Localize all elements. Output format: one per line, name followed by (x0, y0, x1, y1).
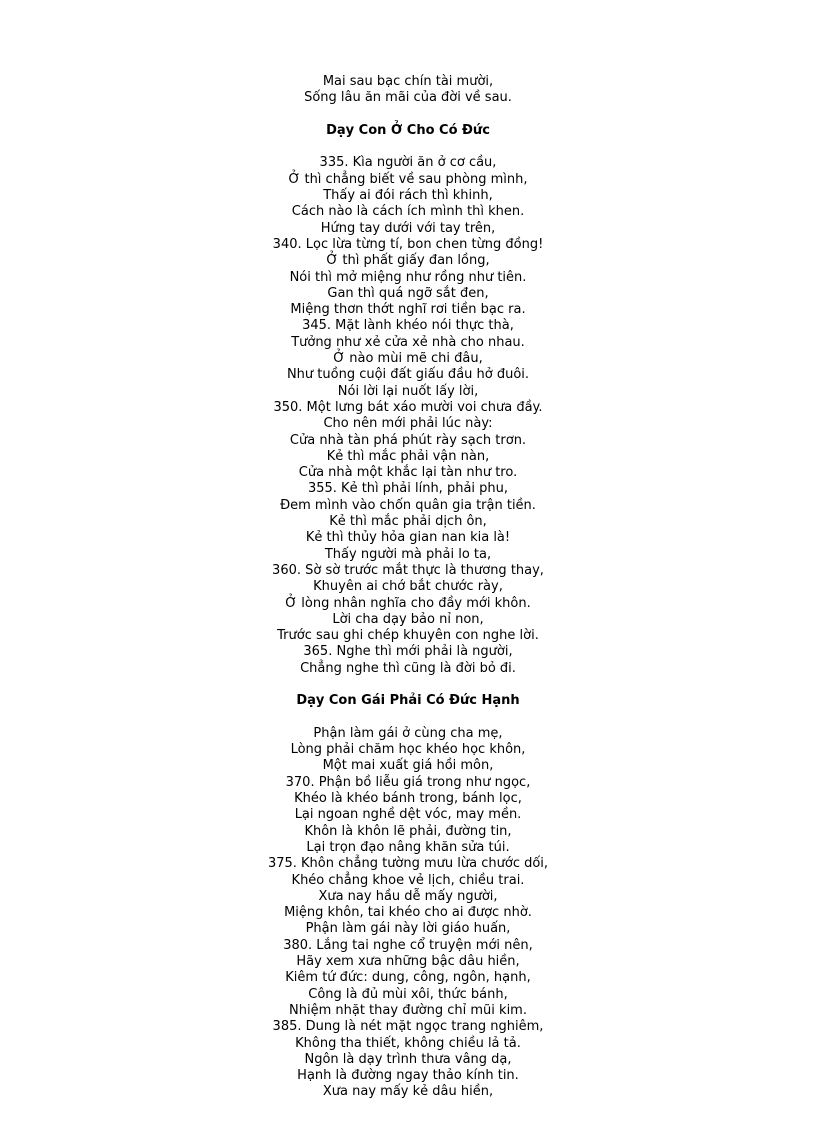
verse-line: 340. Lọc lừa từng tí, bon chen từng đồng! (272, 236, 544, 252)
verse-line: Sống lâu ăn mãi của đời về sau. (304, 90, 512, 106)
verse-line: Lại ngoan nghề dệt vóc, may mền. (294, 807, 522, 823)
verse-line: Cách nào là cách ích mình thì khen. (291, 204, 525, 220)
verse-line: Xưa nay hầu dễ mấy người, (318, 888, 498, 904)
verse-line: Tưởng như xẻ cửa xẻ nhà cho nhau. (291, 334, 525, 350)
verse-line: Ngôn là dạy trình thưa vâng dạ, (304, 1051, 512, 1067)
section-body (0, 726, 816, 1101)
verse-line: Kẻ thì mắc phải vận nàn, (326, 448, 490, 464)
spacer (0, 677, 816, 693)
spacer (0, 139, 816, 155)
verse-line: Miệng thơn thớt nghĩ rơi tiền bạc ra. (290, 302, 526, 318)
document-page (0, 74, 816, 1101)
verse-line: 385. Dung là nét mặt ngọc trang nghiêm, (272, 1019, 544, 1035)
verse-line: Ở lòng nhân nghĩa cho đầy mới khôn. (285, 595, 531, 611)
verse-line: 375. Khôn chẳng tường mưu lừa chước dối, (267, 856, 549, 872)
verse-line: Lại trọn đạo nâng khăn sửa túi. (306, 839, 510, 855)
verse-line: Không tha thiết, không chiều lả tả. (295, 1035, 521, 1051)
verse-line: Chẳng nghe thì cũng là đời bỏ đi. (300, 660, 516, 676)
verse-line: Nhiệm nhặt thay đường chỉ mũi kim. (289, 1002, 527, 1018)
verse-line: Khéo chẳng khoe vẻ lịch, chiều trai. (291, 872, 525, 888)
verse-line: 360. Sờ sờ trước mắt thực là thương thay, (272, 562, 544, 578)
verse-line: Ở thì chẳng biết về sau phòng mình, (288, 171, 528, 187)
verse-line: Lòng phải chăm học khéo học khôn, (290, 742, 526, 758)
verse-line: Hứng tay dưới với tay trên, (320, 220, 496, 236)
section-heading: Dạy Con Gái Phải Có Đức Hạnh (296, 693, 520, 709)
verse-line: Như tuồng cuội đất giấu đầu hở đuôi. (286, 367, 530, 383)
verse-line: Miệng khôn, tai khéo cho ai được nhờ. (284, 905, 532, 921)
spacer (0, 710, 816, 726)
verse-line: Hãy xem xưa những bậc dâu hiền, (296, 954, 520, 970)
verse-line: Xưa nay mấy kẻ dâu hiền, (322, 1084, 494, 1100)
verse-line: 350. Một lưng bát xáo mười voi chưa đầy. (273, 399, 543, 415)
verse-line: Kẻ thì mắc phải dịch ôn, (329, 514, 487, 530)
verse-line: Trước sau ghi chép khuyên con nghe lời. (277, 628, 539, 644)
verse-line: Đem mình vào chốn quân gia trận tiền. (280, 497, 536, 513)
section-body (0, 155, 816, 677)
verse-line: Hạnh là đường ngay thảo kính tin. (297, 1068, 519, 1084)
opening-stanza (0, 74, 816, 107)
verse-line: Thấy ai đói rách thì khinh, (323, 188, 493, 204)
verse-line: Lời cha dạy bảo nỉ non, (332, 611, 484, 627)
verse-line: Công là đủ mùi xôi, thức bánh, (308, 986, 508, 1002)
verse-line: Cửa nhà tàn phá phút rày sạch trơn. (289, 432, 527, 448)
verse-line: 380. Lắng tai nghe cổ truyện mới nên, (283, 937, 533, 953)
verse-line: Mai sau bạc chín tài mười, (322, 74, 494, 89)
verse-line: Một mai xuất giá hồi môn, (322, 758, 494, 774)
verse-line: Kiêm tứ đức: dung, công, ngôn, hạnh, (285, 970, 531, 986)
spacer (0, 107, 816, 123)
verse-line: Phận làm gái này lời giáo huấn, (305, 921, 511, 937)
verse-line: Gan thì quá ngỡ sắt đen, (327, 285, 489, 301)
verse-line: Ở thì phất giấy đan lồng, (326, 253, 490, 269)
verse-line: Cho nên mới phải lúc này: (323, 416, 493, 432)
verse-line: 335. Kìa người ăn ở cơ cầu, (319, 155, 497, 171)
verse-line: Kẻ thì thủy hỏa gian nan kia là! (305, 530, 511, 546)
verse-line: Nói thì mở miệng như rồng như tiên. (289, 269, 527, 285)
verse-line: Cửa nhà một khắc lại tàn như tro. (298, 465, 518, 481)
verse-line: Nói lời lại nuốt lấy lời, (337, 383, 479, 399)
verse-line: Khéo là khéo bánh trong, bánh lọc, (294, 791, 522, 807)
verse-line: 355. Kẻ thì phải lính, phải phu, (307, 481, 509, 497)
verse-line: 365. Nghe thì mới phải là người, (303, 644, 513, 660)
verse-line: 345. Mặt lành khéo nói thực thà, (302, 318, 514, 334)
verse-line: Khôn là khôn lẽ phải, đường tin, (304, 823, 512, 839)
verse-line: Thấy người mà phải lo ta, (324, 546, 492, 562)
verse-line: 370. Phận bồ liễu giá trong như ngọc, (285, 774, 531, 790)
verse-line: Khuyên ai chớ bắt chước rày, (313, 579, 503, 595)
section-heading: Dạy Con Ở Cho Có Đức (326, 122, 490, 138)
verse-line: Ở nào mùi mẽ chi đâu, (333, 351, 483, 367)
verse-line: Phận làm gái ở cùng cha mẹ, (313, 725, 503, 741)
